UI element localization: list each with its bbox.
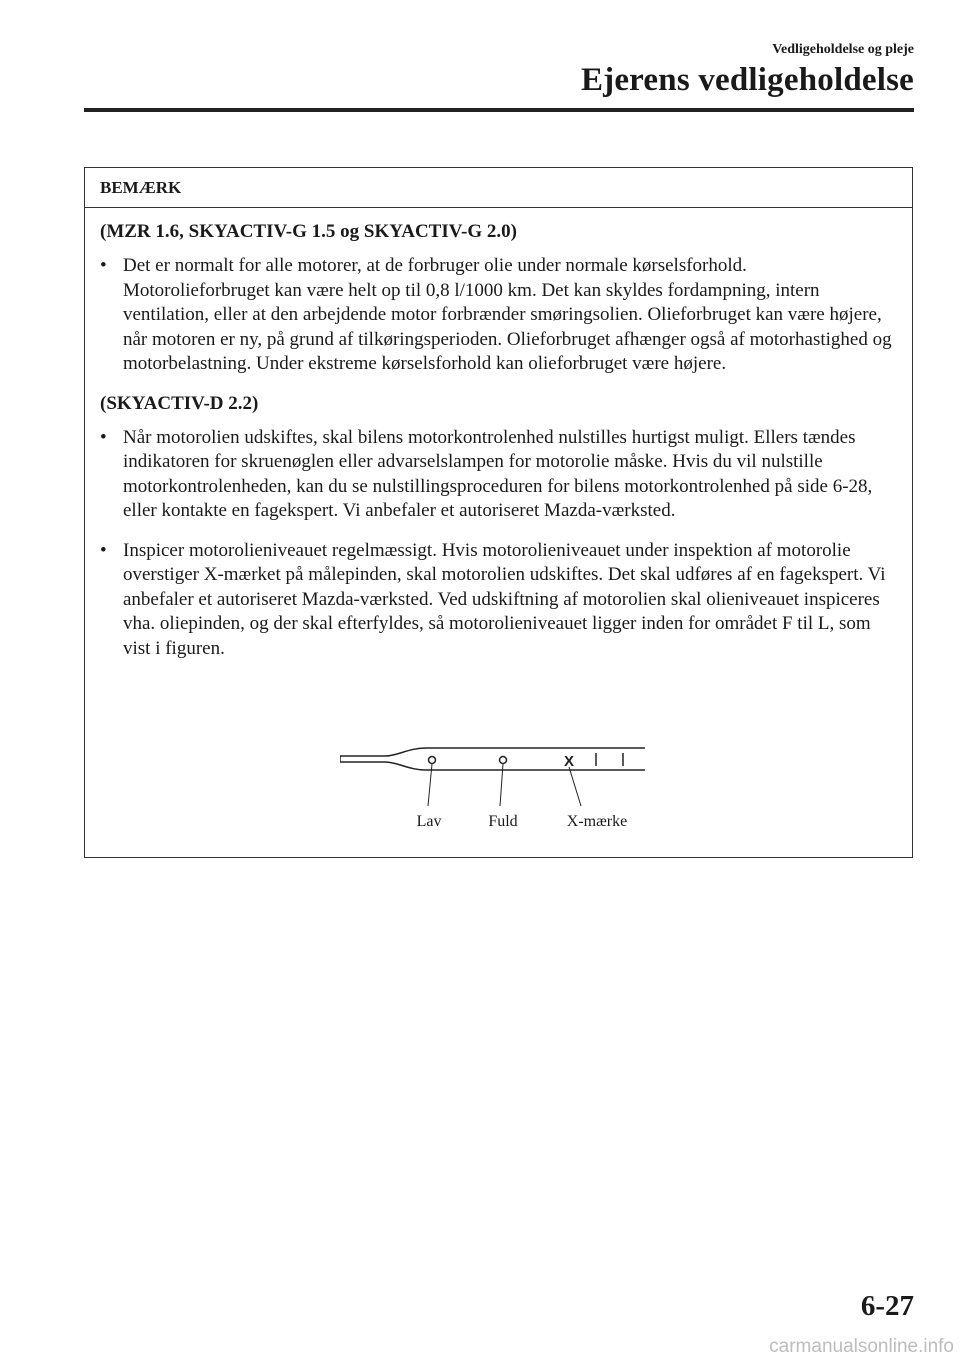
bullet-text: Når motorolien udskiftes, skal bilens motorkontrolenhed nulstilles hurtigst muligt. Ellers tændes indikatoren for skruenøglen eller advarselslampen for motorolie måske. Hvis du vil nulstille motorkontrolenheden, kan du se nulstillingsproceduren for bilens motorkontrolenhed på side 6-28, eller kontakte en fagekspert. Vi anbefaler et autoriseret Mazda-værksted. [123,426,873,521]
note-box [84,167,913,858]
note-heading: BEMÆRK [85,168,912,208]
bullet-reset-ecu [100,426,898,524]
dipstick-illustration [340,740,650,820]
watermark: carmanualsonline.info [769,1336,954,1357]
header-section-title: Vedligeholdelse og pleje [772,42,914,57]
figure-label-full: Fuld [488,813,518,830]
section-heading-diesel: (SKYACTIV-D 2.2) [100,392,259,414]
bullet-inspect-level [100,539,898,662]
bullet-symbol: • [100,255,107,276]
header-rule [84,108,914,112]
full-mark-hole [500,757,507,764]
figure-label-low: Lav [416,813,442,830]
dipstick-figure [340,740,650,820]
dipstick-outline [340,748,645,770]
x-mark-leader-line [569,767,581,806]
section-heading-petrol: (MZR 1.6, SKYACTIV-G 1.5 og SKYACTIV-G 2.0) [100,221,517,242]
bullet-text: Inspicer motorolieniveauet regelmæssigt. Hvis motorolieniveauet under inspektion af motorolie overstiger X-mærket på målepinden, skal motorolien udskiftes. Det skal udføres af en fagekspert. Vi anbefaler et autoriseret Mazda-værksted. Ved udskiftning af motorolien skal olieniveauet inspiceres vha. oliepinden, og der skal efterfyldes, så motorolieniveauet ligger inden for området F til L, som vist i figuren. [123,539,886,659]
page-title: Ejerens vedligeholdelse [580,62,914,98]
figure-label-x-mark: X-mærke [566,813,628,830]
x-mark-glyph: X [563,753,575,770]
bullet-symbol: • [100,426,107,448]
bullet-symbol: • [100,539,107,561]
bullet-text: Det er normalt for alle motorer, at de forbruger olie under normale kørselsforhold. Motorolieforbruget kan være helt op til 0,8 l/1000 km. Det kan skyldes fordampning, intern ventilation, eller at den arbejdende motor forbrænder smøringsolien. Olieforbruget kan være højere, når motoren er ny, på grund af tilkøringsperioden. Olieforbruget afhænger også af motorhastighed og motorbelastning. Under ekstreme kørselsforhold kan olieforbruget være højere. [123,255,892,374]
note-body [85,208,912,661]
bullet-oil-consumption [100,254,898,377]
page-number: 6-27 [860,1290,914,1322]
low-mark-hole [429,757,436,764]
